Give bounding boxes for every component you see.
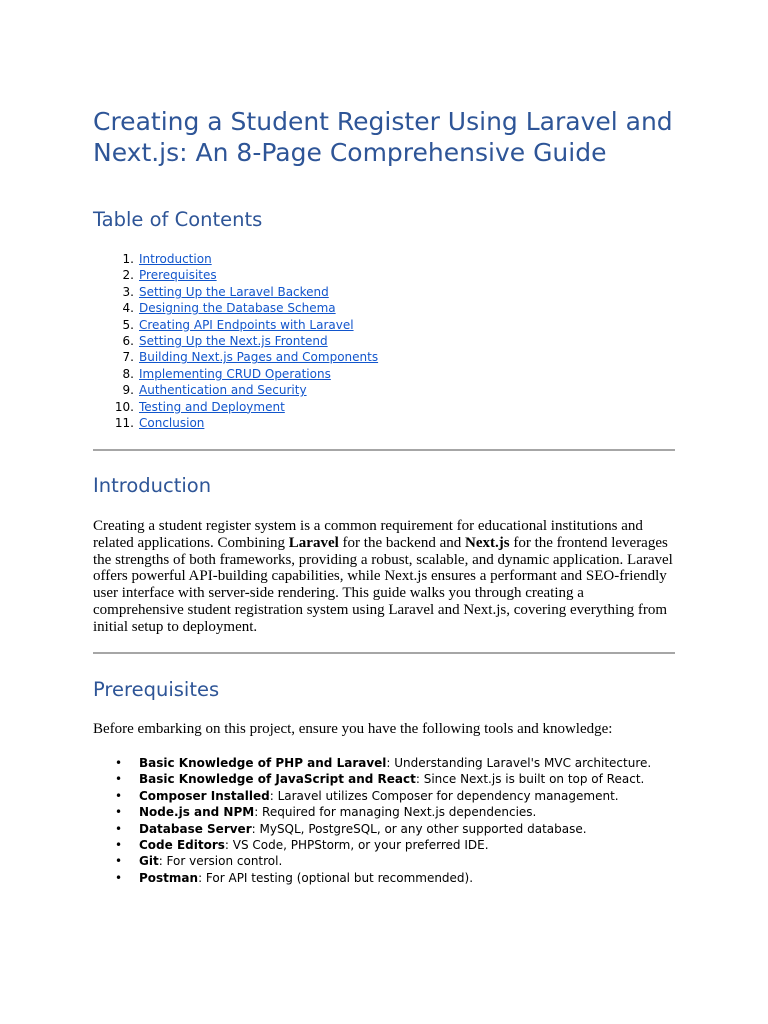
toc-item-nextjs-pages bbox=[93, 349, 378, 365]
list-item bbox=[93, 804, 651, 820]
toc-item-authentication bbox=[93, 382, 378, 398]
toc-item-number: 11. bbox=[114, 416, 134, 431]
prereq-desc: : Required for managing Next.js dependencies. bbox=[254, 805, 537, 820]
toc-item-nextjs-frontend bbox=[93, 333, 378, 349]
toc-link-nextjs-frontend[interactable]: Setting Up the Next.js Frontend bbox=[139, 334, 328, 349]
bullet-icon: • bbox=[115, 838, 123, 853]
toc-item-number: 2. bbox=[122, 268, 134, 283]
bullet-icon: • bbox=[115, 788, 123, 803]
prerequisites-heading: Prerequisites bbox=[93, 678, 220, 701]
toc-link-crud-operations[interactable]: Implementing CRUD Operations bbox=[139, 366, 331, 381]
toc-item-number: 8. bbox=[122, 366, 134, 381]
toc-item-introduction bbox=[93, 251, 378, 267]
list-item bbox=[93, 788, 651, 804]
prereq-term: Basic Knowledge of PHP and Laravel bbox=[139, 756, 387, 770]
prereq-term: Basic Knowledge of JavaScript and React bbox=[139, 772, 416, 787]
list-item bbox=[93, 821, 651, 837]
prereq-desc: : Laravel utilizes Composer for dependency management. bbox=[269, 788, 619, 803]
toc-link-prerequisites[interactable]: Prerequisites bbox=[139, 268, 217, 283]
intro-text-laravel: Laravel bbox=[288, 534, 339, 551]
bullet-icon: • bbox=[115, 756, 123, 770]
toc-item-crud-operations bbox=[93, 366, 378, 382]
toc-item-number: 9. bbox=[122, 383, 134, 398]
prereq-term: Node.js and NPM bbox=[139, 805, 255, 820]
toc-heading: Table of Contents bbox=[93, 208, 263, 231]
bullet-icon: • bbox=[115, 772, 123, 787]
intro-text-nextjs: Next.js bbox=[465, 534, 510, 551]
prereq-desc: : Understanding Laravel's MVC architecture. bbox=[386, 756, 652, 770]
toc-link-introduction[interactable]: Introduction bbox=[139, 252, 212, 266]
prereq-desc: : For version control. bbox=[158, 854, 283, 869]
introduction-paragraph bbox=[93, 518, 675, 636]
intro-text-part2: for the backend and bbox=[338, 534, 465, 551]
toc-link-conclusion[interactable]: Conclusion bbox=[139, 416, 205, 431]
prereq-desc: : MySQL, PostgreSQL, or any other supported database. bbox=[251, 821, 587, 836]
table-of-contents bbox=[93, 251, 378, 431]
prereq-term: Git bbox=[139, 854, 159, 869]
toc-item-testing-deployment bbox=[93, 399, 378, 415]
toc-link-database-schema[interactable]: Designing the Database Schema bbox=[139, 301, 336, 316]
list-item bbox=[93, 755, 651, 771]
toc-link-laravel-backend[interactable]: Setting Up the Laravel Backend bbox=[139, 284, 329, 299]
section-divider bbox=[93, 449, 675, 451]
toc-link-nextjs-pages[interactable]: Building Next.js Pages and Components bbox=[139, 350, 379, 365]
toc-item-number: 10. bbox=[114, 399, 134, 414]
bullet-icon: • bbox=[115, 821, 123, 836]
introduction-heading: Introduction bbox=[93, 474, 212, 497]
prereq-desc: : VS Code, PHPStorm, or your preferred IDE. bbox=[224, 838, 489, 853]
prereq-term: Composer Installed bbox=[139, 788, 270, 803]
prereq-term: Postman bbox=[139, 870, 199, 885]
toc-item-number: 5. bbox=[122, 317, 134, 332]
toc-item-number: 6. bbox=[122, 334, 134, 349]
bullet-icon: • bbox=[115, 870, 123, 885]
intro-text-part1: Creating a student register system is a common requirement for educational institutions and related applications. Combining bbox=[93, 518, 643, 551]
toc-item-number: 3. bbox=[122, 284, 134, 299]
list-item bbox=[93, 837, 651, 853]
document-title: Creating a Student Register Using Laravel and Next.js: An 8-Page Comprehensive Guide bbox=[93, 107, 673, 167]
bullet-icon: • bbox=[115, 805, 123, 820]
toc-link-authentication[interactable]: Authentication and Security bbox=[139, 383, 307, 398]
toc-item-conclusion bbox=[93, 415, 378, 431]
prereq-desc: : Since Next.js is built on top of React. bbox=[415, 772, 645, 787]
toc-item-laravel-backend bbox=[93, 284, 378, 300]
toc-link-testing-deployment[interactable]: Testing and Deployment bbox=[139, 399, 285, 414]
toc-link-api-endpoints[interactable]: Creating API Endpoints with Laravel bbox=[139, 317, 354, 332]
toc-item-number: 7. bbox=[122, 350, 134, 365]
prereq-term: Database Server bbox=[139, 821, 252, 836]
toc-item-database-schema bbox=[93, 300, 378, 316]
list-item bbox=[93, 853, 651, 869]
prerequisites-list bbox=[93, 755, 651, 886]
toc-item-number: 4. bbox=[122, 301, 134, 316]
bullet-icon: • bbox=[115, 854, 123, 869]
toc-item-api-endpoints bbox=[93, 317, 378, 333]
section-divider bbox=[93, 652, 675, 654]
prereq-desc: : For API testing (optional but recommended). bbox=[198, 870, 474, 885]
toc-item-number: 1. bbox=[122, 252, 134, 266]
list-item bbox=[93, 771, 651, 787]
list-item bbox=[93, 870, 651, 886]
prereq-term: Code Editors bbox=[139, 838, 225, 853]
intro-text-part3: for the frontend leverages the strengths of both frameworks, providing a robust, scalable, and dynamic application. Laravel offers powerful API-building capabilities, while Next.js ensures a performant and SEO-friendly user interface with server-side rendering. This guide walks you through creating a comprehensive student registration system using Laravel and Next.js, covering everything from initial setup to deployment. bbox=[93, 534, 673, 635]
prerequisites-intro: Before embarking on this project, ensure you have the following tools and knowledge: bbox=[93, 721, 613, 737]
toc-item-prerequisites bbox=[93, 267, 378, 283]
